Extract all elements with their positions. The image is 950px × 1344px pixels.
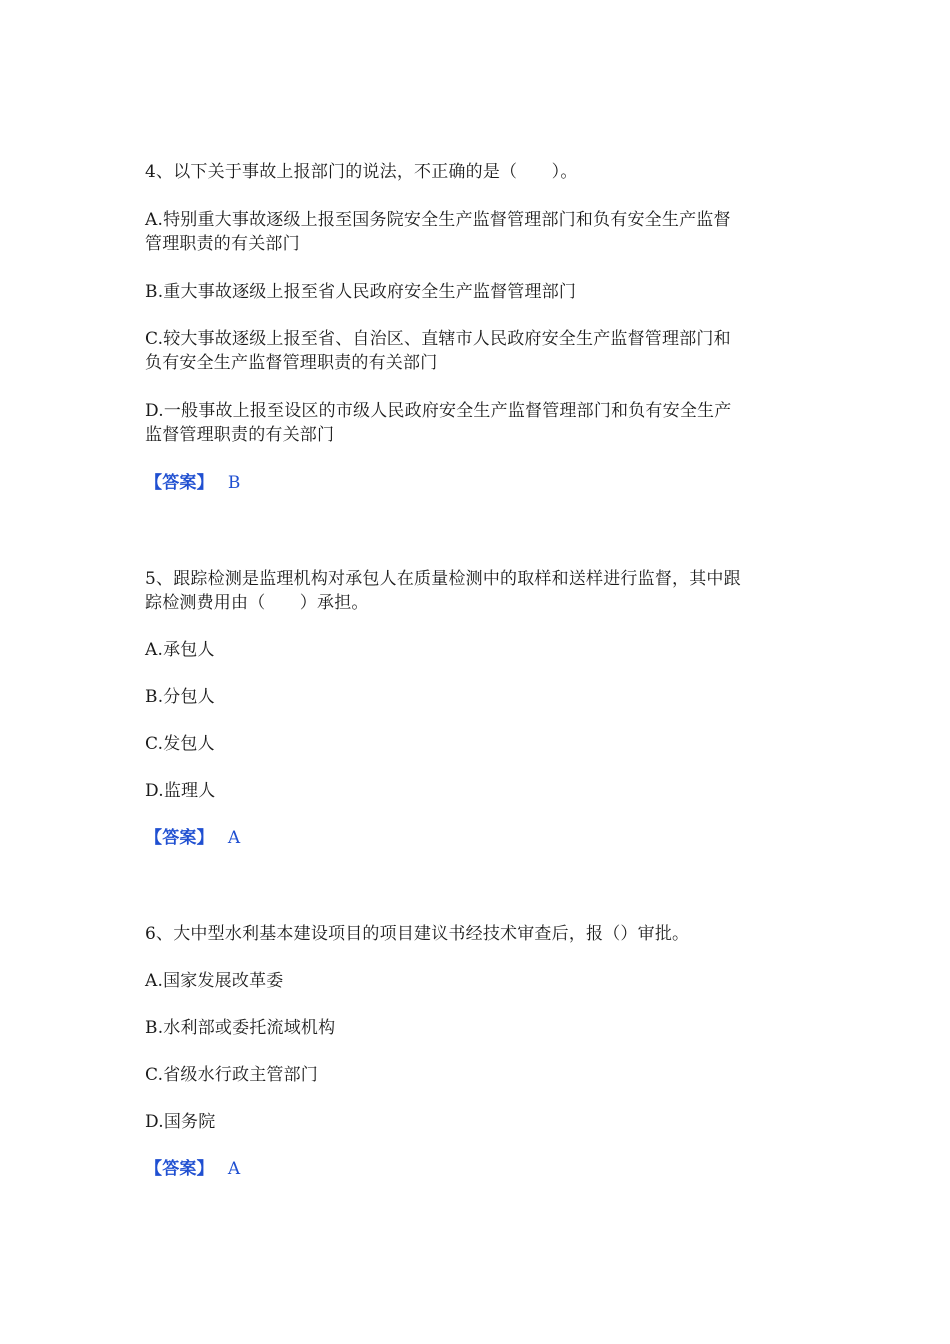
option-d: D.国务院 xyxy=(145,1112,216,1132)
option-a: A.国家发展改革委 xyxy=(145,971,284,991)
option-c-line-2: 负有安全生产监督管理职责的有关部门 xyxy=(145,353,438,373)
answer-label: 【答案】 xyxy=(145,473,214,493)
option-b: B.分包人 xyxy=(145,687,215,707)
answer-line xyxy=(145,471,815,495)
option-a-line-2: 管理职责的有关部门 xyxy=(145,234,300,254)
option-a-line-1: A.特别重大事故逐级上报至国务院安全生产监督管理部门和负有安全生产监督 xyxy=(145,210,731,230)
question-stem-line-1: 5、跟踪检测是监理机构对承包人在质量检测中的取样和送样进行监督，其中跟 xyxy=(145,569,741,589)
question-stem: 4、以下关于事故上报部门的说法，不正确的是（ ）。 xyxy=(145,162,578,182)
option-c-line-1: C.较大事故逐级上报至省、自治区、直辖市人民政府安全生产监督管理部门和 xyxy=(145,329,731,349)
answer-line xyxy=(145,826,815,850)
option-b: B.水利部或委托流域机构 xyxy=(145,1018,336,1038)
answer-value: B xyxy=(227,473,241,493)
answer-value: A xyxy=(227,828,241,848)
answer-label: 【答案】 xyxy=(145,1159,214,1179)
answer-value: A xyxy=(227,1159,241,1179)
option-a: A.承包人 xyxy=(145,640,215,660)
option-b: B.重大事故逐级上报至省人民政府安全生产监督管理部门 xyxy=(145,282,577,302)
option-c: C.省级水行政主管部门 xyxy=(145,1065,319,1085)
question-stem-line-2: 踪检测费用由（ ）承担。 xyxy=(145,593,369,613)
option-d: D.监理人 xyxy=(145,781,216,801)
option-c: C.发包人 xyxy=(145,734,215,754)
option-d-line-1: D.一般事故上报至设区的市级人民政府安全生产监督管理部门和负有安全生产 xyxy=(145,401,732,421)
question-stem: 6、大中型水利基本建设项目的项目建议书经技术审查后，报（）审批。 xyxy=(145,924,690,944)
option-d-line-2: 监督管理职责的有关部门 xyxy=(145,425,335,445)
answer-line xyxy=(145,1157,815,1181)
answer-label: 【答案】 xyxy=(145,828,214,848)
